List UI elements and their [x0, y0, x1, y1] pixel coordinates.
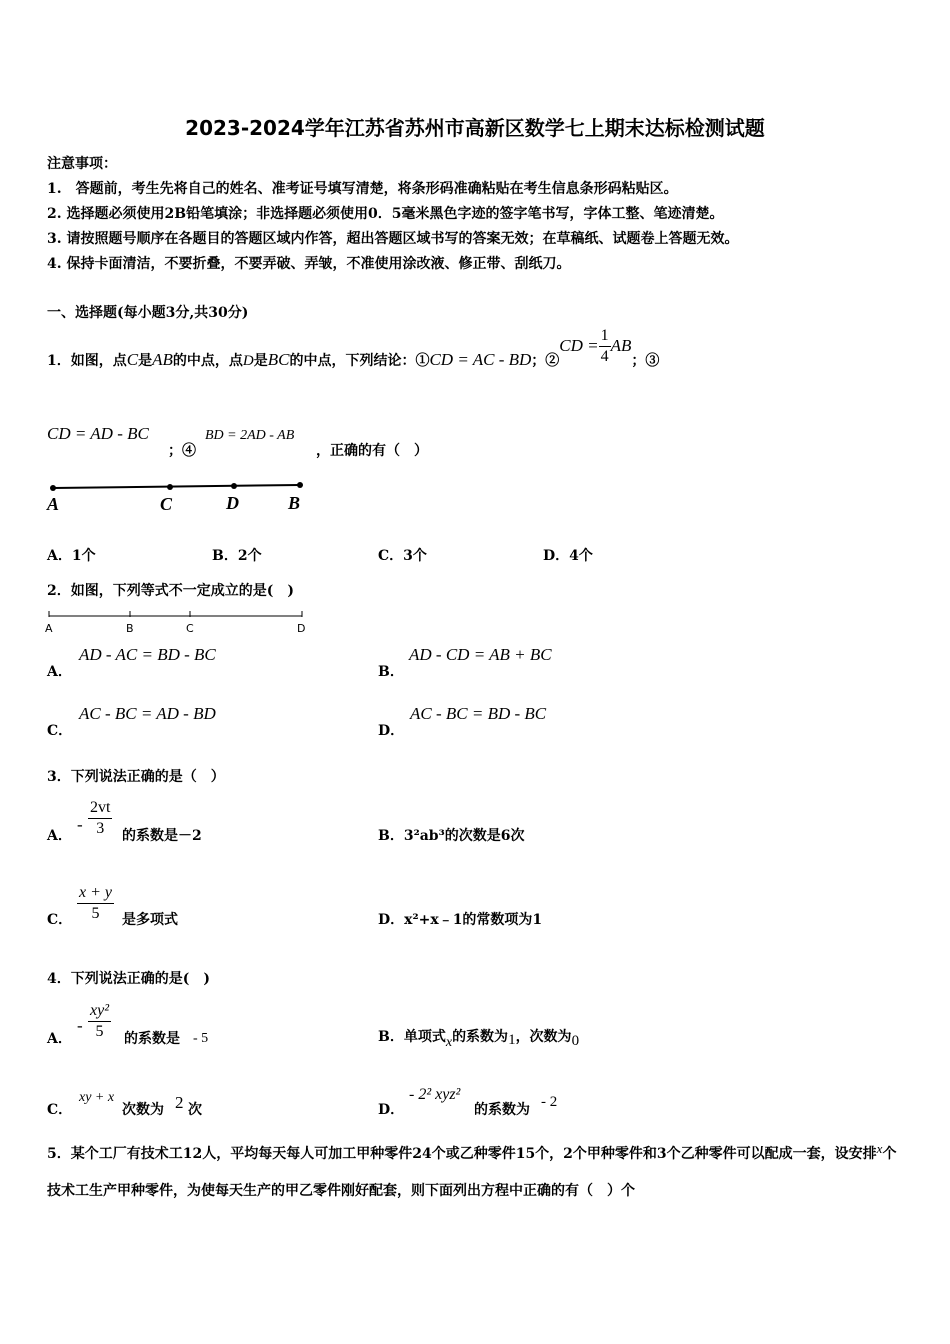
q4-option-a-letter[interactable]: A．: [47, 1031, 72, 1047]
fraction-denominator: 3: [96, 820, 105, 837]
q4-option-a-text[interactable]: 的系数是: [124, 1031, 180, 1047]
q2-option-a-letter[interactable]: A．: [47, 664, 72, 680]
q2-option-b-expr[interactable]: AD - CD = AB + BC: [409, 645, 552, 664]
q1-point-c: C: [126, 350, 139, 369]
fraction-denominator: 5: [95, 1023, 104, 1040]
q4-option-c-expr: xy + x: [79, 1090, 115, 1105]
page-title: 2023-2024学年江苏省苏州市高新区数学七上期末达标检测试题: [185, 116, 765, 140]
q4-option-d-letter[interactable]: D．: [378, 1102, 405, 1118]
q1-conclusion-3: CD = AD - BC: [47, 424, 149, 443]
q2-option-d-letter[interactable]: D．: [378, 723, 405, 739]
q4-option-c-letter[interactable]: C．: [47, 1102, 73, 1118]
q1-point-d: D: [242, 353, 254, 369]
note-item-3: 3. 请按照题号顺序在各题目的答题区域内作答，超出答题区域书写的答案无效；在草稿纸、试题卷上答题无效。: [47, 231, 739, 247]
option-text: 单项式: [403, 1029, 446, 1045]
q1-conclusion-1: CD = AC - BD: [429, 350, 532, 369]
q1-option-a[interactable]: A．1个: [47, 548, 96, 564]
q1-fraction: [599, 326, 611, 367]
q3-option-a-minus: -: [77, 815, 83, 834]
q2-option-c-expr[interactable]: AC - BC = AD - BD: [79, 704, 216, 723]
point-a: [50, 485, 56, 491]
option-value: 1: [508, 1032, 516, 1048]
point-c: [167, 484, 173, 490]
segment-line: [53, 485, 300, 488]
label-c: C: [160, 494, 173, 514]
q4-option-d-expr: - 2² xyz²: [409, 1086, 461, 1103]
notes-heading: 注意事项：: [47, 156, 117, 172]
q5-text: 5．某个工厂有技术工12人，平均每天每人可加工甲种零件24个或乙种零件15个，2个甲种零件和3个乙种零件可以配成一套，设安排: [47, 1146, 877, 1162]
fraction-denominator: 4: [600, 348, 609, 365]
point-d: [231, 483, 237, 489]
option-letter: B．: [378, 1029, 404, 1045]
q1-segment-ab: AB: [152, 350, 173, 369]
q4-option-c-value: 2: [175, 1093, 184, 1112]
q3-option-b[interactable]: B．3²ab³的次数是6次: [378, 828, 525, 844]
label-d: D: [226, 493, 239, 513]
q1-segment-bc: BC: [267, 350, 290, 369]
q1-figure: [44, 478, 314, 518]
q1-text: ；②: [531, 353, 560, 369]
q2-option-d-expr[interactable]: AC - BC = BD - BC: [410, 704, 547, 723]
section-heading: 一、选择题(每小题3分,共30分): [47, 305, 249, 321]
fraction-numerator: 2vt: [88, 798, 112, 819]
option-value: 0: [571, 1033, 580, 1049]
q3-option-d[interactable]: D．x²+x﹣1的常数项为1: [378, 912, 543, 928]
label-a: A: [47, 494, 60, 514]
note-item-4: 4. 保持卡面清洁，不要折叠，不要弄破、弄皱，不准使用涂改液、修正带、刮纸刀。: [47, 256, 571, 272]
fraction-denominator: 5: [91, 905, 100, 922]
q1-text: 的中点，下列结论：①: [289, 353, 430, 369]
q1-text: ；④: [168, 443, 196, 459]
q5-text: 个技术工生产甲种零件，为使每天生产的甲乙零件刚好配套，则下面列出方程中正确的有（ ）个: [47, 1146, 897, 1199]
label-b: B: [288, 493, 301, 513]
q4-option-d-text[interactable]: 的系数为: [474, 1102, 530, 1118]
q1-option-d[interactable]: D．4个: [543, 548, 593, 564]
q1-text: 是: [253, 353, 268, 369]
label-c: C: [186, 622, 194, 635]
q1-text: 的中点，点: [172, 353, 243, 369]
q4-option-b[interactable]: [378, 1026, 580, 1050]
q3-option-c-letter[interactable]: C．: [47, 912, 73, 928]
fraction-numerator: x + y: [77, 883, 114, 904]
label-d: D: [297, 622, 306, 635]
q5-variable: x: [876, 1141, 883, 1156]
label-b: B: [126, 622, 134, 635]
q1-text: 是: [138, 353, 153, 369]
q3-option-a-letter[interactable]: A．: [47, 828, 72, 844]
q2-option-b-letter[interactable]: B．: [378, 664, 404, 680]
q3-option-c-text[interactable]: 是多项式: [122, 912, 178, 928]
q2-option-a-expr[interactable]: AD - AC = BD - BC: [79, 645, 216, 664]
q1-conclusion-4: BD = 2AD - AB: [205, 428, 295, 443]
q1-option-c[interactable]: C．3个: [378, 548, 427, 564]
label-a: A: [45, 622, 53, 635]
q4-option-a-value: - 5: [193, 1031, 209, 1046]
option-text: 的系数为: [452, 1029, 509, 1045]
q1-option-b[interactable]: B．2个: [212, 548, 262, 564]
fraction-numerator: 1: [599, 326, 611, 347]
q4-option-c-text2[interactable]: 次: [188, 1102, 202, 1118]
question-5-stem: [47, 1135, 897, 1210]
point-b: [297, 482, 303, 488]
note-item-1: 1. 答题前，考生先将自己的姓名、准考证号填写清楚，将条形码准确粘贴在考生信息条形码粘贴区。: [47, 181, 678, 197]
q3-option-c-fraction: [77, 883, 114, 924]
q3-option-a-text[interactable]: 的系数是－2: [122, 828, 202, 844]
q4-option-c-text[interactable]: 次数为: [122, 1102, 164, 1118]
q1-text: 1．如图，点: [47, 353, 127, 369]
q4-option-d-value: - 2: [541, 1094, 558, 1110]
q3-option-a-fraction: [88, 798, 112, 839]
question-2-stem: 2．如图，下列等式不一定成立的是( ): [47, 583, 294, 599]
q1-text: ；③: [631, 353, 660, 369]
option-variable: x: [445, 1035, 453, 1050]
note-item-2: 2. 选择题必须使用2B铅笔填涂；非选择题必须使用0．5毫米黑色字迹的签字笔书写，字体工整、笔迹清楚。: [47, 206, 724, 222]
question-1-line1: [47, 327, 660, 381]
q1-conclusion-2b: AB: [610, 336, 632, 355]
option-text: ，次数为: [515, 1029, 572, 1045]
q1-text: ，正确的有（ ）: [316, 443, 428, 459]
q4-option-a-fraction: [88, 1001, 111, 1042]
q2-option-c-letter[interactable]: C．: [47, 723, 73, 739]
q1-conclusion-2a: CD =: [559, 336, 599, 355]
question-3-stem: 3．下列说法正确的是（ ）: [47, 769, 225, 785]
question-4-stem: 4．下列说法正确的是( ): [47, 971, 210, 987]
q4-option-a-minus: -: [77, 1016, 83, 1035]
q2-figure: [44, 608, 314, 638]
fraction-numerator: xy²: [88, 1001, 111, 1022]
